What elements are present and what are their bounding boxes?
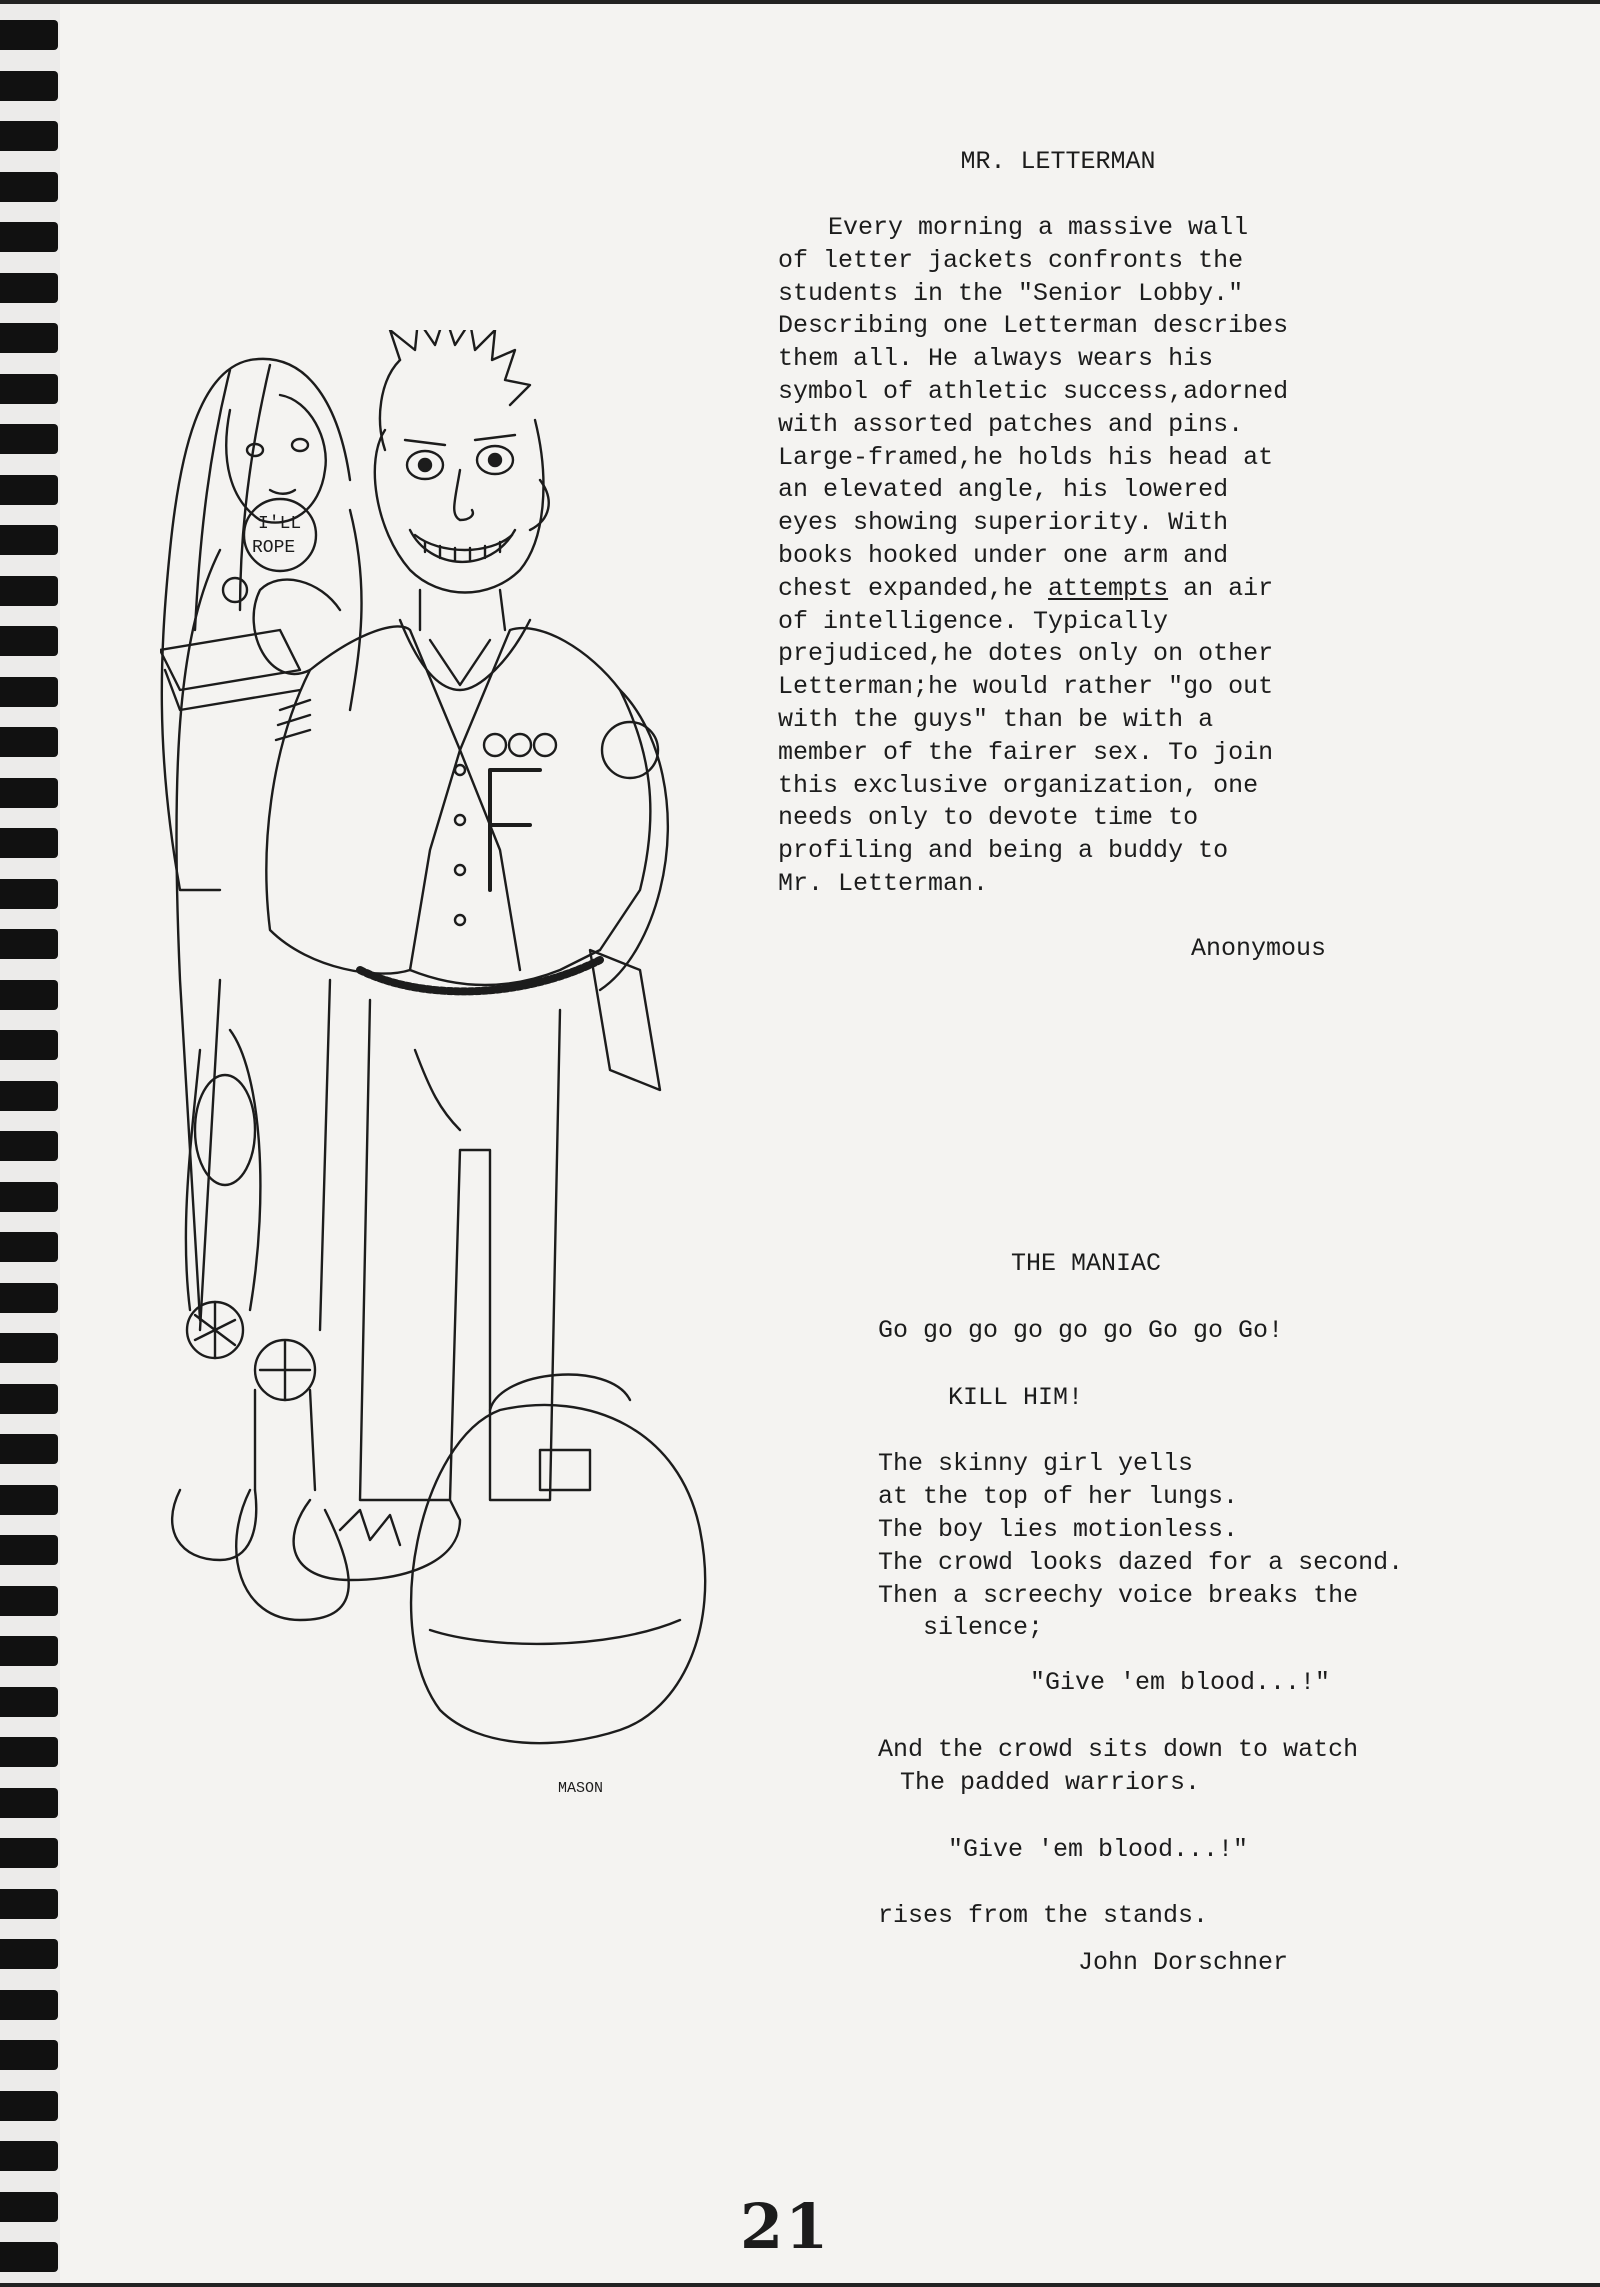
binding-ring (0, 172, 58, 202)
paragraph-line: of letter jackets confronts the (778, 245, 1244, 275)
maniac-quote-1: "Give 'em blood...!" (1030, 1668, 1331, 1698)
badge-text-top: I'LL (258, 514, 302, 534)
letterman-section (778, 146, 1338, 179)
letterman-title: MR. LETTERMAN (960, 147, 1156, 176)
binding-ring (0, 20, 58, 50)
paragraph-line: member of the fairer sex. To join (778, 737, 1274, 767)
binding-ring (0, 1283, 58, 1313)
maniac-shout: KILL HIM! (948, 1382, 1084, 1412)
binding-ring (0, 626, 58, 656)
binding-ring (0, 1333, 58, 1363)
binding-ring (0, 424, 58, 454)
binding-ring (0, 1586, 58, 1616)
page-bottom-edge (0, 2283, 1600, 2287)
binding-ring (0, 2091, 58, 2121)
line-end: an air (1168, 573, 1274, 603)
paragraph-line: Describing one Letterman describes (778, 311, 1289, 341)
binding-ring (0, 2040, 58, 2070)
binding-ring (0, 778, 58, 808)
artist-signature: MASON (558, 1780, 604, 1797)
paragraph-line: an elevated angle, his lowered (778, 475, 1229, 505)
binding-ring (0, 1788, 58, 1818)
paragraph-line: prejudiced,he dotes only on other (778, 639, 1274, 669)
binding-ring (0, 1687, 58, 1717)
maniac-closing: rises from the stands. (878, 1901, 1209, 1931)
letterman-paragraph (778, 212, 1326, 966)
poem-line: Then a screechy voice breaks the (878, 1580, 1359, 1610)
maniac-title: THE MANIAC (1011, 1249, 1162, 1278)
binding-ring (0, 1990, 58, 2020)
binding-ring (0, 929, 58, 959)
maniac-author: John Dorschner (1078, 1948, 1289, 1978)
paragraph-line: students in the "Senior Lobby." (778, 278, 1244, 308)
binding-ring (0, 727, 58, 757)
line-start: chest expanded,he (778, 573, 1049, 603)
paragraph-line: symbol of athletic success,adorned (778, 376, 1289, 406)
paragraph-line: this exclusive organization, one (778, 770, 1259, 800)
binding-ring (0, 1030, 58, 1060)
binding-ring (0, 2192, 58, 2222)
binding-ring (0, 1636, 58, 1666)
letterman-author: Anonymous (1190, 933, 1326, 963)
maniac-stanza-1 (878, 1448, 1438, 1645)
binding-ring (0, 525, 58, 555)
binding-ring (0, 1081, 58, 1111)
paragraph-line: books hooked under one arm and (778, 540, 1229, 570)
binding-ring (0, 980, 58, 1010)
paragraph-line: Letterman;he would rather "go out (778, 672, 1274, 702)
spiral-binding (0, 0, 70, 2287)
poem-line: silence; (878, 1613, 1044, 1643)
maniac-quote-2: "Give 'em blood...!" (948, 1834, 1249, 1864)
poem-line: The padded warriors. (900, 1767, 1201, 1797)
paragraph-line: profiling and being a buddy to (778, 836, 1229, 866)
binding-ring (0, 1485, 58, 1515)
maniac-chant: Go go go go go go Go go Go! (878, 1315, 1284, 1345)
maniac-section (878, 1248, 1438, 1980)
binding-ring (0, 1182, 58, 1212)
poem-line: The crowd looks dazed for a second. (878, 1547, 1404, 1577)
binding-ring (0, 2242, 58, 2272)
binding-ring (0, 71, 58, 101)
binding-ring (0, 323, 58, 353)
poem-line: at the top of her lungs. (878, 1482, 1239, 1512)
binding-ring (0, 273, 58, 303)
binding-ring (0, 576, 58, 606)
paragraph-line: them all. He always wears his (778, 344, 1214, 374)
paragraph-line: with the guys" than be with a (778, 704, 1214, 734)
paragraph-line: Mr. Letterman. (778, 868, 989, 898)
underlined-word: attempts (1048, 573, 1169, 603)
poem-line: The skinny girl yells (878, 1449, 1194, 1479)
binding-ring (0, 1737, 58, 1767)
paragraph-line: eyes showing superiority. With (778, 508, 1229, 538)
binding-ring (0, 879, 58, 909)
binding-ring (0, 1838, 58, 1868)
page-number: 21 (740, 2190, 831, 2263)
paragraph-line: Every morning a massive wall (828, 213, 1249, 242)
rope-badge (244, 499, 316, 571)
binding-ring (0, 1384, 58, 1414)
paragraph-line (778, 573, 1326, 606)
binding-ring (0, 121, 58, 151)
binding-ring (0, 222, 58, 252)
poem-line: And the crowd sits down to watch (878, 1734, 1359, 1764)
binding-ring (0, 475, 58, 505)
paragraph-line: needs only to devote time to (778, 803, 1199, 833)
binding-ring (0, 1131, 58, 1161)
badge-text-bottom: ROPE (252, 538, 296, 558)
binding-ring (0, 1535, 58, 1565)
page-top-edge (0, 0, 1600, 4)
binding-ring (0, 1232, 58, 1262)
letterman-illustration (160, 330, 720, 1810)
paragraph-line: Large-framed,he holds his head at (778, 442, 1274, 472)
binding-ring (0, 1889, 58, 1919)
binding-ring (0, 374, 58, 404)
maniac-stanza-2 (878, 1734, 1438, 1800)
binding-ring (0, 1939, 58, 1969)
binding-ring (0, 828, 58, 858)
binding-ring (0, 1434, 58, 1464)
poem-line: The boy lies motionless. (878, 1514, 1239, 1544)
paragraph-line: of intelligence. Typically (778, 606, 1169, 636)
paragraph-line: with assorted patches and pins. (778, 409, 1244, 439)
binding-ring (0, 677, 58, 707)
binding-ring (0, 2141, 58, 2171)
